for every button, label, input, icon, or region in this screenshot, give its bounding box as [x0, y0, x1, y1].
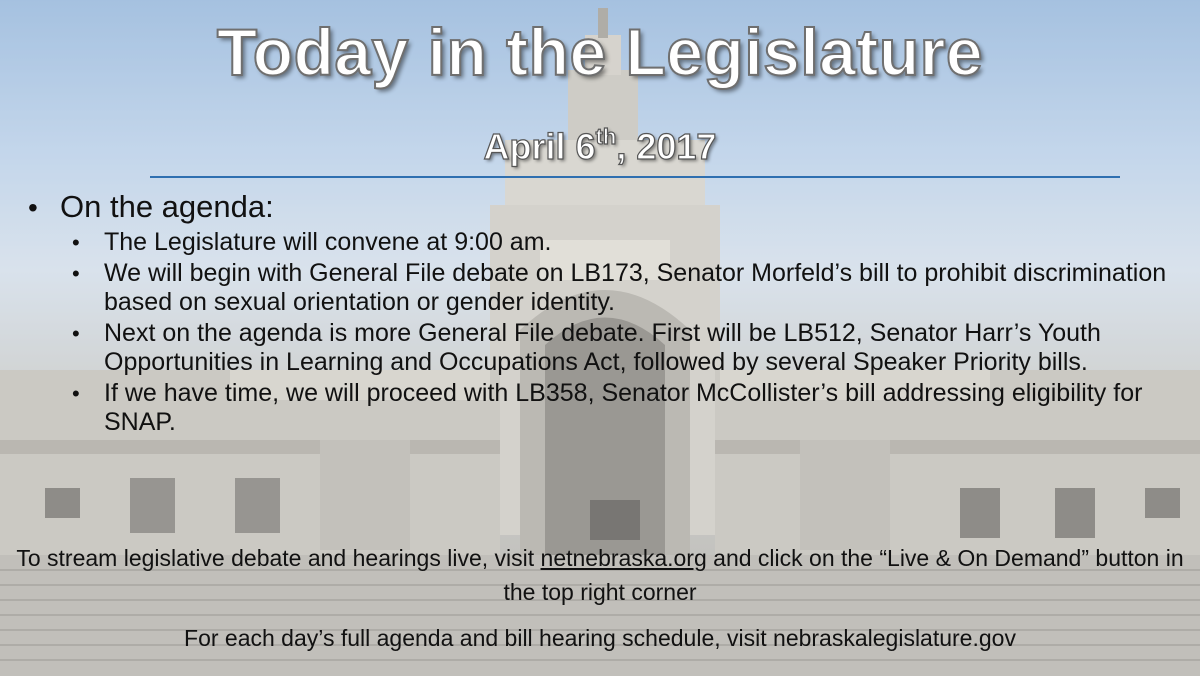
agenda-heading-row [28, 188, 1178, 226]
footer-note: For each day’s full agenda and bill hearing schedule, visit nebraskalegislature.gov [184, 625, 1016, 651]
agenda-item [72, 379, 1178, 437]
bullet-icon: • [72, 321, 80, 346]
stream-notice [0, 541, 1200, 609]
stream-text-before: To stream legislative debate and hearings live, visit [16, 545, 541, 571]
bullet-icon: • [72, 261, 80, 286]
agenda-item [72, 319, 1178, 377]
agenda-section [28, 188, 1178, 439]
agenda-item-text: The Legislature will convene at 9:00 am. [104, 228, 552, 256]
stream-text-after: and click on the “Live & On Demand” button in the top right corner [503, 545, 1184, 605]
date-year: , 2017 [616, 126, 717, 167]
agenda-item [72, 228, 1178, 257]
slide-title: Today in the Legislature [216, 15, 984, 89]
title-divider [150, 176, 1120, 178]
bullet-icon: • [28, 192, 38, 223]
slide-date [0, 126, 1200, 168]
agenda-list [28, 228, 1178, 437]
agenda-item-text: If we have time, we will proceed with LB358, Senator McCollister’s bill addressing eligibility for SNAP. [104, 379, 1143, 436]
agenda-item-text: We will begin with General File debate on LB173, Senator Morfeld’s bill to prohibit discrimination based on sexual orientation or gender identity. [104, 259, 1167, 316]
agenda-item [72, 259, 1178, 317]
bullet-icon: • [72, 381, 80, 406]
agenda-item-text: Next on the agenda is more General File debate. First will be LB512, Senator Harr’s Youth Opportunities in Learning and Occupations Act, followed by several Speaker Priority bills. [104, 319, 1101, 376]
netnebraska-link[interactable]: netnebraska.org [540, 545, 707, 571]
agenda-heading: On the agenda: [60, 189, 274, 224]
date-month-day: April 6 [483, 126, 596, 167]
bullet-icon: • [72, 230, 80, 255]
date-ordinal: th [595, 124, 617, 149]
